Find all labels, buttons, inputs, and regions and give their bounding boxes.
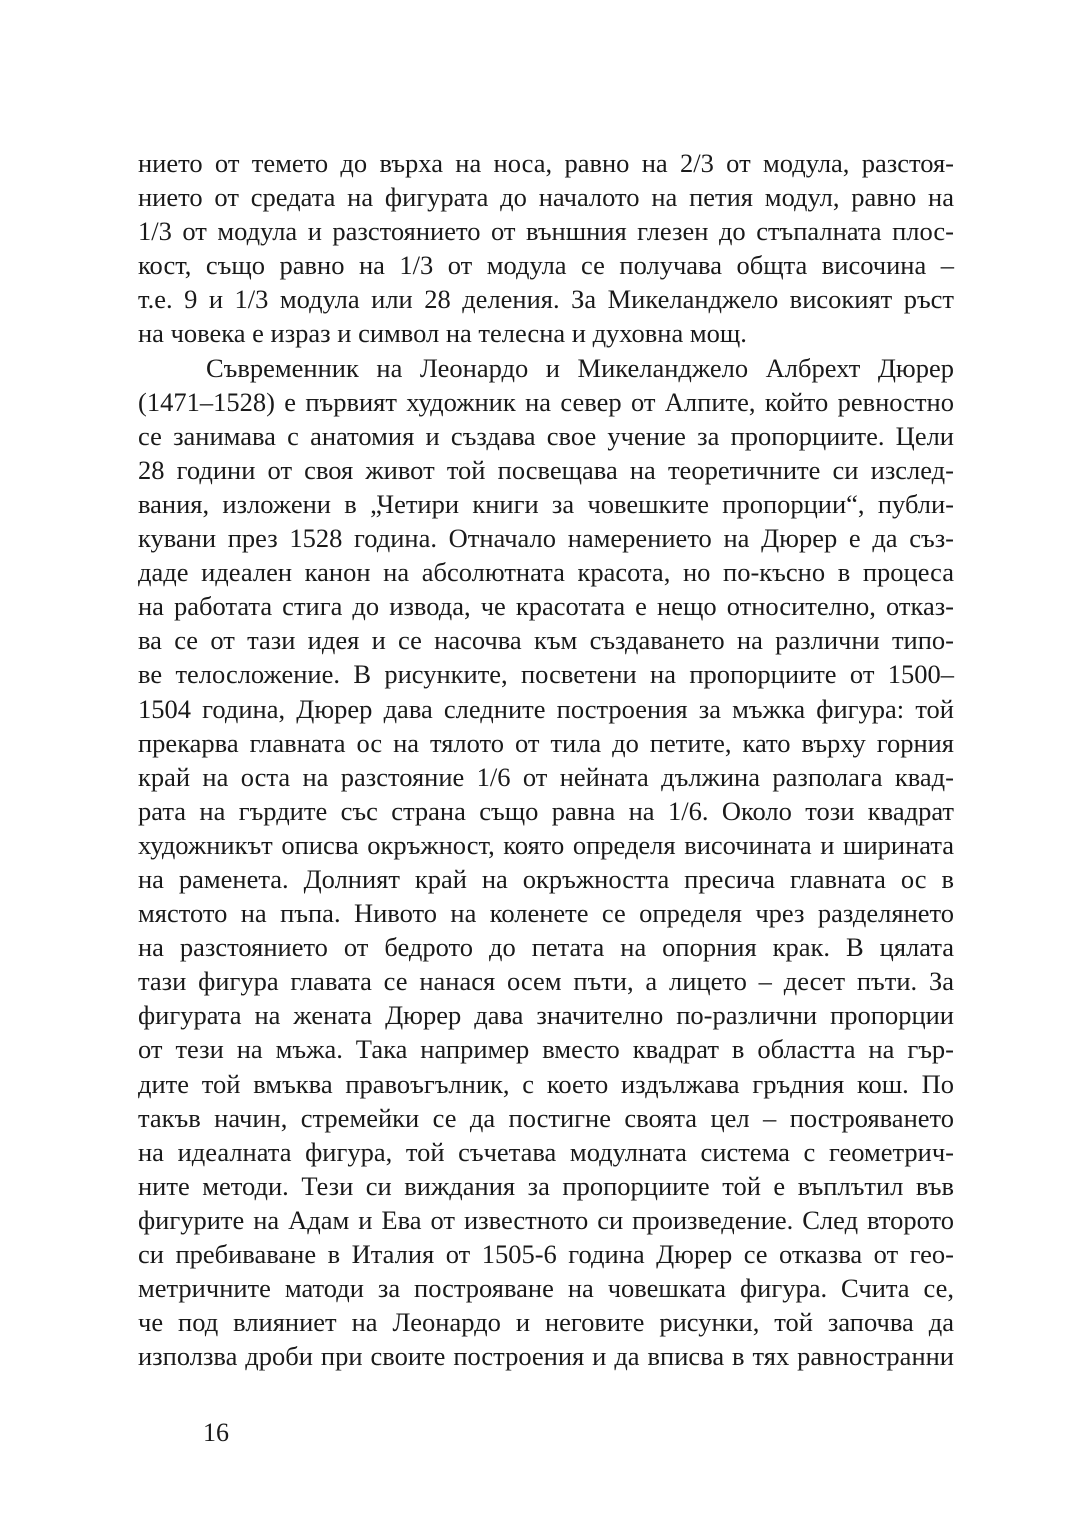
text-line: кост, също равно на 1/3 от модула се получава общта височина – (138, 250, 954, 281)
text-line: дите той вмъква правоъгълник, с което издължава гръдния кош. По (138, 1068, 954, 1099)
text-line: мястото на пъпа. Нивото на коленете се определя чрез разделянето (138, 898, 954, 929)
text-line: се занимава с анатомия и създава свое учение за пропорциите. Цели (138, 420, 954, 451)
body-text (138, 146, 954, 1373)
text-line: Съвременник на Леонардо и Микеланджело Албрехт Дюрер (206, 352, 954, 383)
text-line: даде идеален канон на абсолютната красота, но по-късно в процеса (138, 557, 954, 588)
text-line: от тези на мъжа. Така например вместо квадрат в областта на гър- (138, 1034, 954, 1065)
text-line: на раменета. Долният край на окръжността пресича главната ос в (138, 863, 954, 894)
text-line: си пребиваване в Италия от 1505-6 година Дюрер се отказва от гео- (138, 1239, 954, 1269)
text-line: фигурата на жената Дюрер дава значително по-различни пропорции (138, 1000, 954, 1031)
text-line: ва се от тази идея и се насочва към създаването на различни типо- (138, 625, 954, 656)
paragraph-1 (138, 146, 954, 351)
text-line: нието от темето до върха на носа, равно на 2/3 от модула, разстоя- (138, 148, 954, 178)
text-line: тази фигура главата се нанася осем пъти, а лицето – десет пъти. За (138, 966, 954, 997)
text-line: рата на гърдите със страна също равна на 1/6. Около този квадрат (138, 795, 954, 826)
text-line: (1471–1528) е първият художник на север от Алпите, който ревностно (138, 386, 954, 417)
text-line: прекарва главната ос на тялото от тила до петите, като върху горния (138, 727, 954, 758)
text-line: край на оста на разстояние 1/6 от нейната дължина разполага квад- (138, 761, 954, 792)
text-line: 1/3 от модула и разстоянието от външния глезен до стъпалната плос- (138, 216, 954, 247)
text-line: 28 години от своя живот той посвещава на теоретичните си изслед- (138, 454, 954, 485)
text-line: метричните матоди за построяване на човешката фигура. Счита се, (138, 1273, 954, 1304)
text-line: на разстоянието от бедрото до петата на опорния крак. В цялата (138, 932, 954, 963)
text-line: използва дроби при своите построения и да вписва в тях равностранни (138, 1341, 954, 1372)
text-line: ните методи. Тези си виждания за пропорциите той е въплътил във (138, 1170, 954, 1201)
text-line: фигурите на Адам и Ева от известното си произведение. След второто (138, 1204, 954, 1235)
text-line: на идеалната фигура, той съчетава модулната система с геометрич- (138, 1136, 954, 1167)
text-line: художникът описва окръжност, която определя височината и ширината (138, 829, 954, 860)
paragraph-2 (138, 351, 954, 1374)
page-number: 16 (203, 1418, 229, 1447)
text-line: ве телосложение. В рисунките, посветени на пропорциите от 1500– (138, 659, 954, 690)
text-line: вания, изложени в „Четири книги за човешките пропорции“, публи- (138, 488, 954, 519)
text-line: 1504 година, Дюрер дава следните построения за мъжка фигура: той (138, 693, 954, 724)
text-line: на работата стига до извода, че красотата е нещо относително, отказ- (138, 591, 954, 622)
text-line: кувани през 1528 година. Отначало намерението на Дюрер е да съз- (138, 523, 954, 554)
text-line: нието от средата на фигурата до началото на петия модул, равно на (138, 182, 954, 213)
text-line: че под влияниет на Леонардо и неговите рисунки, той започва да (138, 1307, 954, 1338)
text-line: такъв начин, стремейки се да постигне своята цел – построяването (138, 1102, 954, 1133)
text-line: т.е. 9 и 1/3 модула или 28 деления. За Микеланджело високият ръст (138, 284, 954, 315)
text-line: на човека е израз и символ на телесна и духовна мощ. (138, 318, 747, 349)
